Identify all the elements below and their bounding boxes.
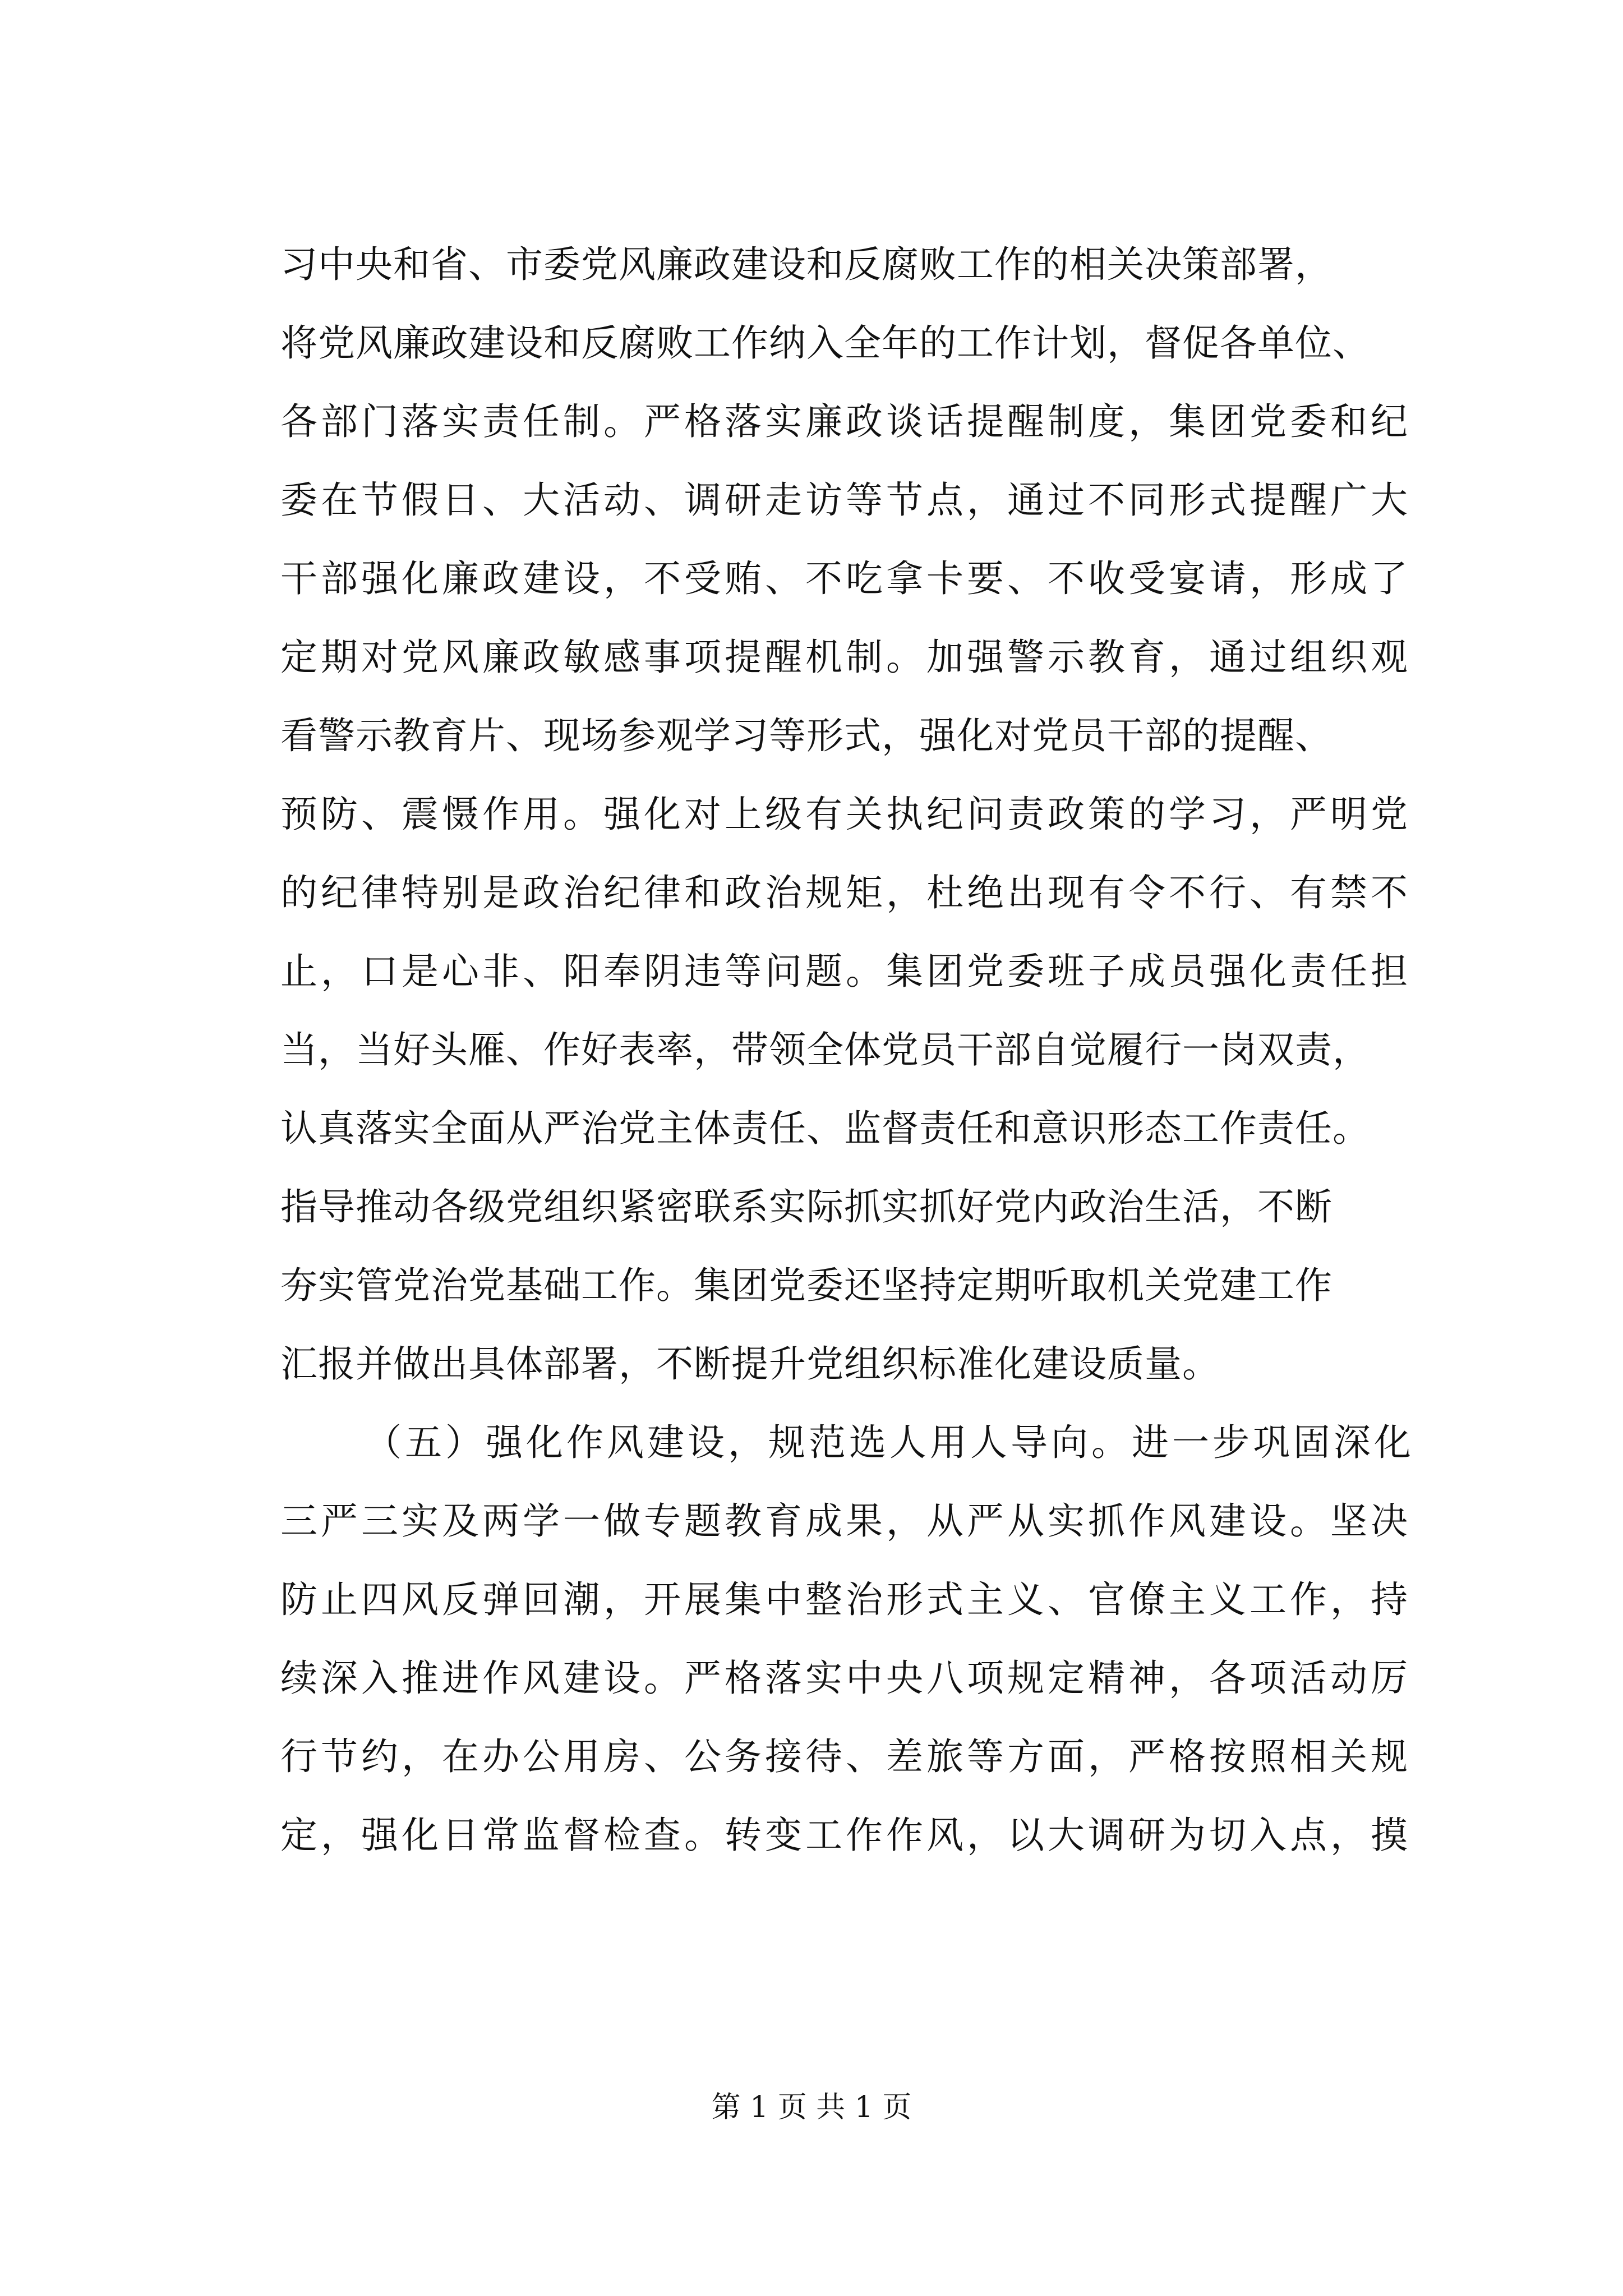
text-line: 当，当好头雁、作好表率，带领全体党员干部自觉履行一岗双责， <box>280 1028 1370 1071</box>
text-line: 三严三实及两学一做专题教育成果，从严从实抓作风建设。坚决 <box>280 1499 1411 1543</box>
text-line: 止，口是心非、阳奉阴违等问题。集团党委班子成员强化责任担 <box>280 950 1411 993</box>
text-line: 防止四风反弹回潮，开展集中整治形式主义、官僚主义工作，持 <box>280 1578 1411 1621</box>
text-line: 定期对党风廉政敏感事项提醒机制。加强警示教育，通过组织观 <box>280 636 1411 679</box>
text-line: 夯实管党治党基础工作。集团党委还坚持定期听取机关党建工作 <box>280 1264 1332 1307</box>
text-line: 预防、震慑作用。强化对上级有关执纪问责政策的学习，严明党 <box>280 793 1411 836</box>
text-line: 行节约，在办公用房、公务接待、差旅等方面，严格按照相关规 <box>280 1735 1411 1778</box>
text-line: 看警示教育片、现场参观学习等形式，强化对党员干部的提醒、 <box>280 714 1332 757</box>
text-line: 的纪律特别是政治纪律和政治规矩，杜绝出现有令不行、有禁不 <box>280 871 1411 914</box>
text-line: 汇报并做出具体部署，不断提升党组织标准化建设质量。 <box>280 1342 1220 1386</box>
text-line: 将党风廉政建设和反腐败工作纳入全年的工作计划，督促各单位、 <box>280 321 1370 365</box>
text-line: 委在节假日、大活动、调研走访等节点，通过不同形式提醒广大 <box>280 478 1411 522</box>
text-line: 续深入推进作风建设。严格落实中央八项规定精神，各项活动厉 <box>280 1657 1411 1700</box>
page-footer: 第 1 页 共 1 页 <box>711 2091 912 2124</box>
text-line: 定，强化日常监督检查。转变工作作风，以大调研为切入点，摸 <box>280 1814 1411 1857</box>
text-line: 干部强化廉政建设，不受贿、不吃拿卡要、不收受宴请，形成了 <box>280 557 1411 600</box>
text-line: 认真落实全面从严治党主体责任、监督责任和意识形态工作责任。 <box>280 1107 1370 1150</box>
section-heading-line: （五）强化作风建设，规范选人用人导向。进一步巩固深化 <box>365 1421 1414 1464</box>
document-body <box>280 226 1469 1875</box>
text-line: 习中央和省、市委党风廉政建设和反腐败工作的相关决策部署， <box>280 243 1332 286</box>
text-line: 各部门落实责任制。严格落实廉政谈话提醒制度，集团党委和纪 <box>280 400 1411 443</box>
text-line: 指导推动各级党组织紧密联系实际抓实抓好党内政治生活，不断 <box>280 1185 1332 1228</box>
